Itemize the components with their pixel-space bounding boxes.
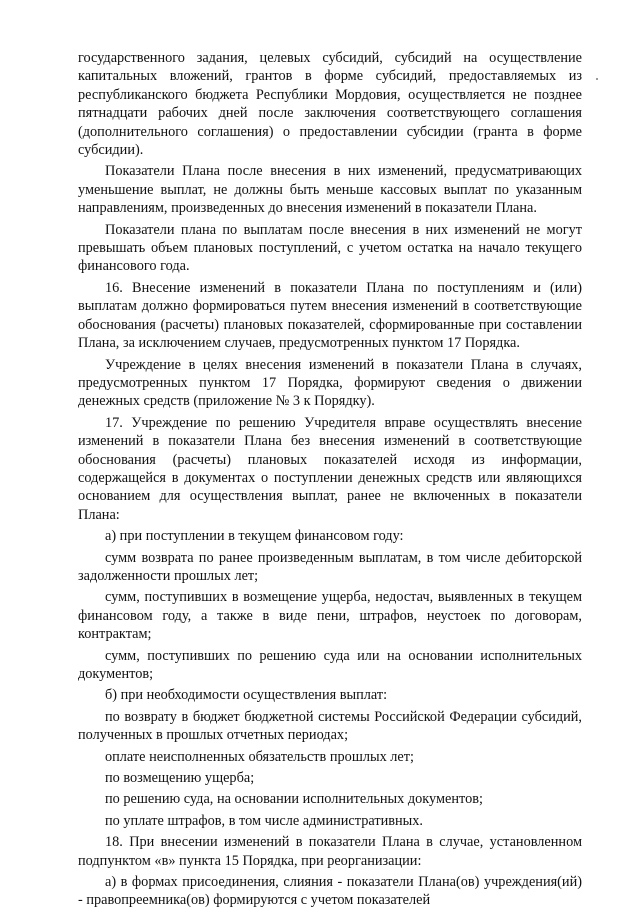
paragraph: по возврату в бюджет бюджетной системы Российской Федерации субсидий, полученных в прошлых отчетных периодах; xyxy=(78,708,582,744)
paragraph-item-18: 18. При внесении изменений в показатели Плана в случае, установленном подпунктом «в» пункта 15 Порядка, при реорганизации: xyxy=(78,834,582,869)
paragraph: Учреждение в целях внесения изменений в показатели Плана в случаях, предусмотренных пунктом 17 Порядка, формируют сведения о движении денежных средств (приложение № 3 к Порядку). xyxy=(78,356,582,410)
paragraph-item-16: 16. Внесение изменений в показатели Плана по поступлениям и (или) выплатам должно формироваться путем внесения изменений в соответствующие обоснования (расчеты) плановых показателей, сформированные при составлении Плана, за исключением случаев, предусмотренных пунктом 17 Порядка. xyxy=(78,279,582,352)
subitem-a-reorganization: а) в формах присоединения, слияния - показатели Плана(ов) учреждения(ий) - правопреемника(ов) формируются с учетом показателей xyxy=(78,874,582,909)
paragraph-continuation: государственного задания, целевых субсидий, субсидий на осуществление капитальных вложений, грантов в форме субсидий, предоставляемых из республиканского бюджета Республики Мордовия, осуществляется не позднее пятнадцати рабочих дней после заключения соответствующего соглашения (дополнительного соглашения) о предоставлении субсидии (гранта в форме субсидии). xyxy=(78,50,582,159)
paragraph: сумм, поступивших в возмещение ущерба, недостач, выявленных в текущем финансовом году, а также в виде пени, штрафов, неустоек по договорам, контрактам; xyxy=(78,589,582,643)
paragraph: по решению суда, на основании исполнительных документов; xyxy=(105,791,483,808)
paragraph: Показатели Плана после внесения в них изменений, предусматривающих уменьшение выплат, не должны быть меньше кассовых выплат по указанным направлениям, произведенных до внесения изменений в показатели Плана. xyxy=(78,163,582,217)
paragraph: сумм, поступивших по решению суда или на основании исполнительных документов; xyxy=(78,647,582,682)
paragraph: по возмещению ущерба; xyxy=(105,770,255,787)
document-body xyxy=(78,49,582,910)
scan-speck xyxy=(596,78,598,80)
subitem-b: б) при необходимости осуществления выплат: xyxy=(105,687,388,704)
paragraph: по уплате штрафов, в том числе административных. xyxy=(105,812,423,829)
paragraph: Показатели плана по выплатам после внесения в них изменений не могут превышать объем плановых поступлений, с учетом остатка на начало текущего финансового года. xyxy=(78,221,582,275)
paragraph-item-17: 17. Учреждение по решению Учредителя вправе осуществлять внесение изменений в показатели Плана без внесения изменений в соответствующие обоснования (расчеты) плановых показателей исходя из информации, содержащейся в документах о поступлении денежных средств или являющихся основанием для осуществления выплат, ранее не включенных в показатели Плана: xyxy=(78,414,582,523)
paragraph: сумм возврата по ранее произведенным выплатам, в том числе дебиторской задолженности прошлых лет; xyxy=(78,549,582,584)
subitem-a: а) при поступлении в текущем финансовом году: xyxy=(105,528,404,545)
paragraph: оплате неисполненных обязательств прошлых лет; xyxy=(105,748,414,765)
